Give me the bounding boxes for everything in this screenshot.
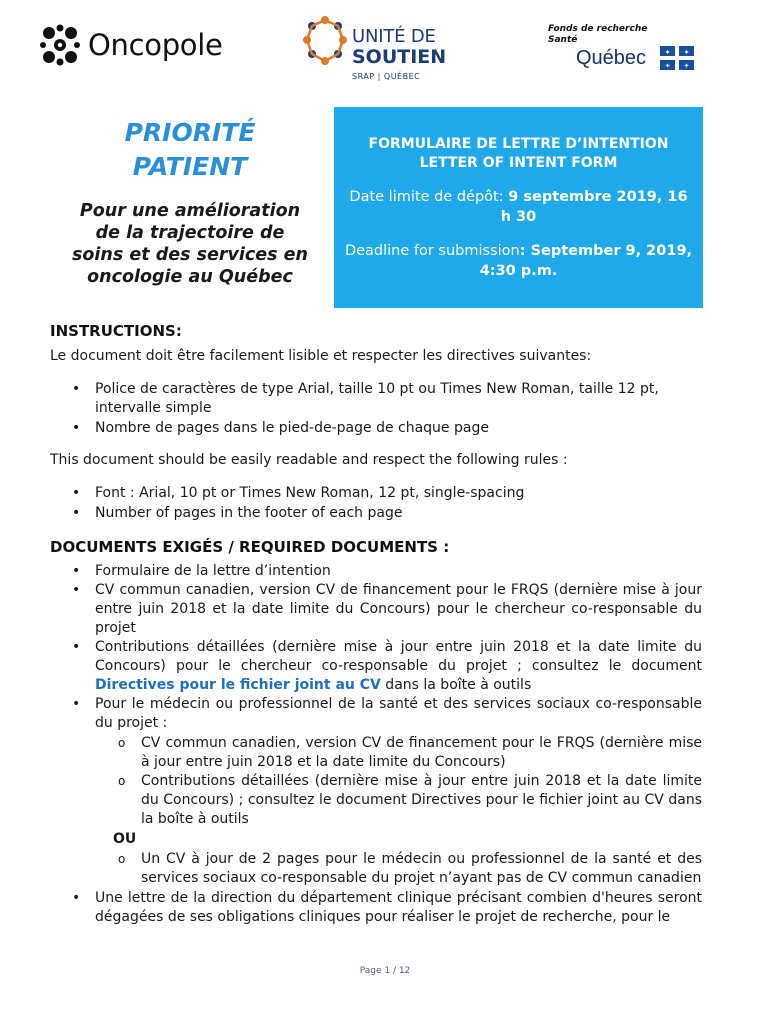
document-item-3 (95, 638, 702, 695)
unite-logo-line3: SRAP | QUÉBEC (352, 72, 421, 81)
bullet-icon: • (72, 639, 81, 655)
document-item-3-text: Contributions détaillées (dernière mise à jour entre juin 2018 et la date limite du Concours) pour le chercheur co-responsable du projet ; consultez le document (95, 639, 702, 674)
priority-title (70, 116, 310, 184)
document-item-1: Formulaire de la lettre d’intention (95, 563, 331, 579)
directives-cv-link[interactable]: Directives pour le fichier joint au CV (95, 677, 381, 693)
bullet-icon: • (72, 485, 81, 501)
svg-text:✦: ✦ (683, 62, 690, 70)
priority-title-line1: PRIORITÉ (124, 118, 256, 147)
instructions-bullet-en-1: Font : Arial, 10 pt or Times New Roman, 12 pt, single-spacing (95, 485, 525, 501)
instructions-bullet-fr-1: Police de caractères de type Arial, taille 10 pt ou Times New Roman, taille 12 pt, intervalle simple (95, 381, 659, 416)
frqs-logo-line3: Québec (576, 47, 647, 69)
frqs-logo-line1: Fonds de recherche (548, 24, 648, 34)
instructions-heading: INSTRUCTIONS: (50, 322, 182, 340)
deadline-fr-value: 9 septembre 2019, 16 h 30 (500, 189, 688, 225)
priority-title-line2: PATIENT (132, 152, 248, 181)
instructions-intro-en: This document should be easily readable and respect the following rules : (50, 452, 568, 468)
document-item-3-end: dans la boîte à outils (380, 677, 532, 693)
priority-title-block (70, 116, 310, 288)
unite-logo-line1: UNITÉ DE (352, 26, 436, 47)
bullet-icon: • (72, 505, 81, 521)
document-sub-item-1: CV commun canadien, version CV de financement pour le FRQS (dernière mise à jour entre juin 2018 et la date limite du Concours) (141, 735, 702, 770)
bullet-icon: • (72, 582, 81, 598)
document-item-4: Pour le médecin ou professionnel de la santé et des services sociaux co-responsable du projet : (95, 696, 702, 731)
frqs-logo-line2: Santé (548, 35, 578, 45)
svg-text:✦: ✦ (664, 48, 671, 57)
unite-logo-line2: SOUTIEN (352, 46, 447, 68)
document-sub-item-2: Contributions détaillées (dernière mise à jour entre juin 2018 et la date limite du Concours) ; consultez le document Directives pour le fichier joint au CV dans la boîte à outils (141, 773, 702, 827)
document-item-5: Une lettre de la direction du département clinique précisant combien d'heures seront dégagées de ses obligations cliniques pour réaliser le projet de recherche, pour le (95, 890, 702, 925)
sub-bullet-icon: o (118, 736, 126, 750)
svg-text:✦: ✦ (683, 48, 690, 57)
unite-de-soutien-logo (302, 14, 452, 84)
deadline-en-label: Deadline for submission (344, 243, 520, 259)
instructions-intro-fr: Le document doit être facilement lisible et respecter les directives suivantes: (50, 348, 592, 364)
oncopole-logo-icon (40, 24, 80, 66)
quebec-flag-icon (660, 46, 694, 70)
deadline-en (342, 241, 695, 281)
oncopole-logo-text: Oncopole (88, 28, 223, 62)
document-item-2: CV commun canadien, version CV de financement pour le FRQS (dernière mise à jour entre juin 2018 et la date limite du Concours) pour le chercheur co-responsable du projet (95, 582, 702, 636)
bullet-icon: • (72, 563, 81, 579)
sub-bullet-icon: o (118, 852, 126, 866)
deadline-fr (342, 187, 695, 227)
bullet-icon: • (72, 381, 81, 397)
deadline-fr-label: Date limite de dépôt: (349, 189, 509, 205)
form-title (334, 135, 703, 173)
instructions-bullet-en-2: Number of pages in the footer of each page (95, 505, 403, 521)
instructions-bullet-fr-2: Nombre de pages dans le pied-de-page de chaque page (95, 420, 489, 436)
oncopole-logo (40, 22, 223, 68)
deadline-info-box (334, 107, 703, 308)
unite-ring-icon (302, 14, 348, 70)
deadline-en-value: : September 9, 2019, 4:30 p.m. (479, 243, 693, 279)
or-label: OU (113, 831, 137, 847)
frqs-quebec-logo (548, 24, 698, 74)
priority-subtitle: Pour une amélioration de la trajectoire de soins et des services en oncologie au Québec (71, 201, 309, 287)
sub-bullet-icon: o (118, 774, 126, 788)
documents-heading: DOCUMENTS EXIGÉS / REQUIRED DOCUMENTS : (50, 538, 450, 556)
form-title-fr: FORMULAIRE DE LETTRE D’INTENTION (368, 136, 669, 152)
bullet-icon: • (72, 696, 81, 712)
form-title-en: LETTER OF INTENT FORM (419, 155, 618, 171)
bullet-icon: • (72, 420, 81, 436)
svg-text:✦: ✦ (664, 62, 671, 70)
page-number: Page 1 / 12 (359, 966, 411, 976)
bullet-icon: • (72, 890, 81, 906)
document-sub-item-3: Un CV à jour de 2 pages pour le médecin ou professionnel de la santé et des services sociaux co-responsable du projet n’ayant pas de CV commun canadien (141, 851, 702, 886)
